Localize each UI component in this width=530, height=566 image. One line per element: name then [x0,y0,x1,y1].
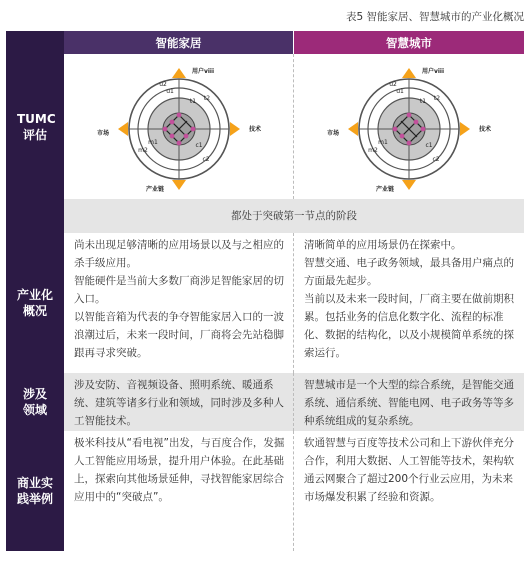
label-c1: c1 [425,141,433,149]
arrow-down [172,180,186,190]
industrialization-row [6,233,524,373]
label-m1: m1 [378,138,388,146]
paragraph: 智慧交通、电子政务领域，最具备用户痛点的方面最先起步。 [304,257,514,287]
home-industrialization [64,233,294,373]
table-caption: 表5 智能家居、智慧城市的产业化概况 [345,11,524,23]
assessment-dot [176,112,181,117]
label-user: 用户viii [421,67,445,75]
row-label-tumc-text: TUMC评估 [17,111,56,142]
header-smart-home: 智能家居 [64,31,294,54]
header-row [6,31,524,54]
tumc-diagram-city [314,57,504,197]
assessment-dot [421,126,426,131]
tumc-row [6,54,524,199]
label-tech: 技术 [248,125,261,133]
label-chain: 产业链 [375,185,395,193]
tumc-diagram-home [84,57,274,197]
assessment-dot [393,126,398,131]
label-u1: u1 [396,87,404,95]
label-market: 市场 [96,129,109,137]
assessment-dot [407,112,412,117]
comparison-table [6,31,524,551]
assessment-dot [407,140,412,145]
label-market: 市场 [326,129,340,137]
label-t1: t1 [189,97,196,105]
assessment-dot [162,126,167,131]
label-user: 用户viii [191,67,214,75]
city-business: 软通智慧与百度等技术公司和上下游伙伴充分合作，利用大数据、人工智能等技术，架构软通云网聚合了超过200个行业云应用，为未来市场爆发积累了经验和资源。 [304,437,514,503]
row-label-business-text: 商业实践举例 [16,476,53,506]
label-u2: u2 [389,80,397,88]
row-label-empty [6,199,64,233]
paragraph: 尚未出现足够清晰的应用场景以及与之相应的杀手级应用。 [74,239,284,269]
arrow-up [172,68,186,78]
arrow-left [118,122,128,136]
label-u1: u1 [165,87,174,95]
shared-stage-row [6,199,524,233]
city-fields: 智慧城市是一个大型的综合系统，是智能交通系统、通信系统、智能电网、电子政务等等多种系统组成的复杂系统。 [304,379,514,427]
label-t2: t2 [203,94,210,102]
fields-row [6,373,524,431]
tumc-diagram-home-cell [64,54,294,199]
label-t1: t1 [419,97,427,105]
label-m2: m2 [137,146,148,154]
label-chain: 产业链 [145,185,164,193]
row-label-business [6,431,64,551]
assessment-dot [183,133,188,138]
label-c2: c2 [432,155,440,163]
arrow-left [348,122,358,136]
row-label-fields-text: 涉及领域 [22,387,47,417]
label-t2: t2 [433,94,441,102]
paragraph: 智能硬件是当前大多数厂商涉足智能家居的切入口。 [74,275,284,305]
paragraph: 以智能音箱为代表的争夺智能家居入口的一波浪潮过后，未来一段时间，厂商将会先站稳脚跟再寻求突破。 [74,311,284,359]
tumc-diagram-city-cell [294,54,524,199]
arrow-right [230,122,240,136]
label-m2: m2 [368,146,378,154]
row-label-fields [6,373,64,431]
header-smart-city: 智慧城市 [294,31,524,54]
paragraph: 当前以及未来一段时间，厂商主要在做前期积累。包括业务的信息化数字化、流程的标准化、数据的结构化，以及小规模简单系统的探索运行。 [304,293,514,359]
row-label-tumc [6,54,64,199]
assessment-dot [190,126,195,131]
row-label-industrialization-text: 产业化概况 [17,288,54,318]
paragraph: 清晰简单的应用场景仍在探索中。 [304,239,462,251]
business-row [6,431,524,551]
label-m1: m1 [147,138,158,146]
label-c1: c1 [194,141,203,149]
assessment-dot [414,119,419,124]
label-c2: c2 [201,155,210,163]
assessment-dot [400,133,405,138]
home-business: 极米科技从“看电视”出发，与百度合作，发掘人工智能应用场景，提升用户体验。在此基础上，探索向其他场景延伸，寻找智能家居综合应用中的“突破点”。 [64,431,294,551]
arrow-up [402,68,416,78]
arrow-right [460,122,470,136]
label-tech: 技术 [478,125,492,133]
header-corner [6,31,64,54]
assessment-dot [169,133,174,138]
label-u2: u2 [158,80,167,88]
city-industrialization [294,233,524,373]
row-label-industrialization [6,233,64,373]
home-fields: 涉及安防、音视频设备、照明系统、暖通系统、建筑等诸多行业和领域，同时涉及多种人工智能技术。 [64,373,294,431]
assessment-dot [169,119,174,124]
arrow-down [402,180,416,190]
assessment-dot [176,140,181,145]
shared-stage-text: 都处于突破第一节点的阶段 [231,210,357,222]
